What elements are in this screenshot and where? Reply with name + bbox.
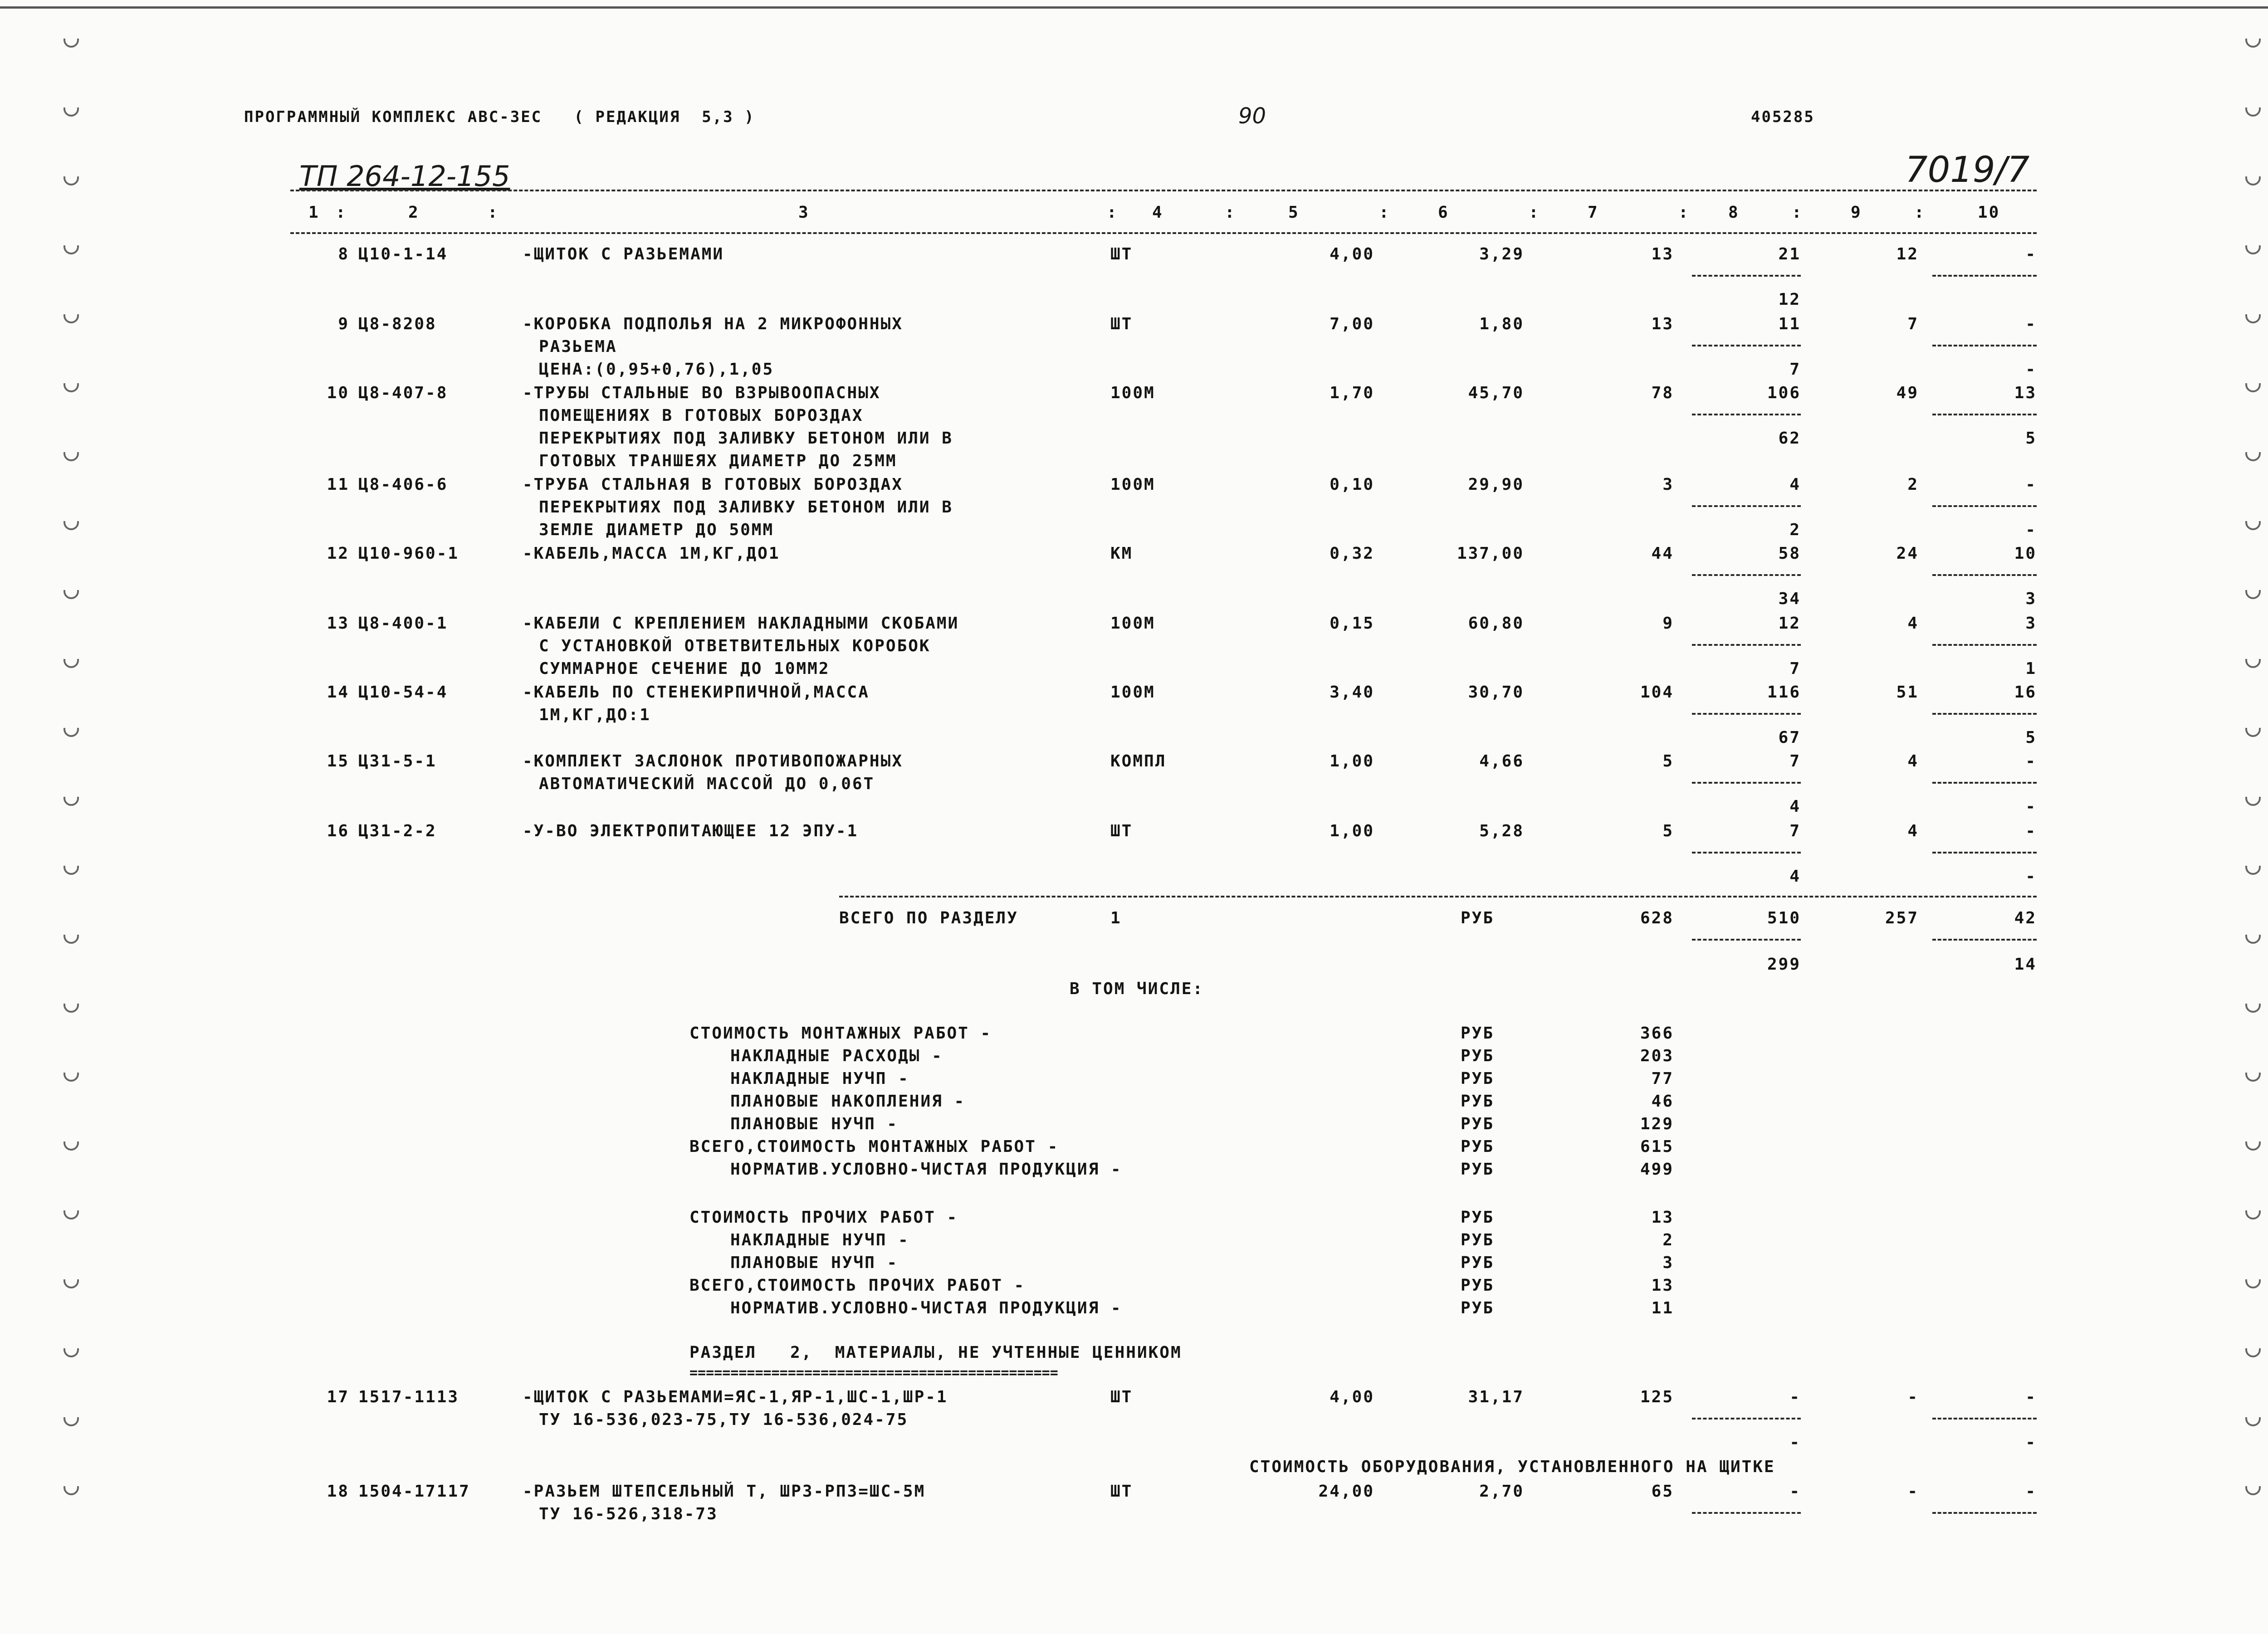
row-description: -ТРУБЫ СТАЛЬНЫЕ ВО ВЗРЫВООПАСНЫХ (523, 384, 881, 402)
row-unit: 100М (1110, 614, 1155, 633)
feed-hole-right (2245, 659, 2261, 668)
row-description: ПОМЕЩЕНИЯХ В ГОТОВЫХ БОРОЗДАХ (539, 406, 864, 425)
col10-split-rule (1932, 782, 2037, 784)
row-col8-b: 67 (1778, 728, 1801, 747)
feed-hole-left (64, 1279, 79, 1288)
summary-unit: РУБ (1461, 1024, 1495, 1043)
column-header-4: 4 (1152, 203, 1163, 222)
col8-split-rule (1692, 1512, 1801, 1514)
row-col8-b: - (1789, 1433, 1801, 1452)
feed-hole-right (2245, 1210, 2261, 1219)
col10-split-rule (1932, 574, 2037, 576)
total-unit: РУБ (1461, 909, 1495, 927)
column-separator: : (1678, 203, 1690, 222)
column-header-6: 6 (1438, 203, 1449, 222)
feed-hole-right (2245, 1073, 2261, 1082)
feed-hole-left (64, 797, 79, 806)
column-separator: : (1792, 203, 1803, 222)
row-col10: 13 (2014, 384, 2037, 402)
equipment-note: СТОИМОСТЬ ОБОРУДОВАНИЯ, УСТАНОВЛЕННОГО НА ЩИТКЕ (1249, 1458, 1775, 1476)
row-unit: ШТ (1110, 315, 1133, 333)
column-separator: : (1529, 203, 1540, 222)
summary-label: НАКЛАДНЫЕ НУЧП - (730, 1069, 909, 1088)
feed-hole-left (64, 866, 79, 875)
row-code: Ц8-400-1 (358, 614, 448, 633)
row-col7: 5 (1662, 752, 1674, 771)
total-col10-b: 14 (2014, 955, 2037, 974)
row-unit: КОМПЛ (1110, 752, 1167, 771)
row-description: -ЩИТОК С РАЗЬЕМАМИ (523, 245, 724, 263)
summary-unit: РУБ (1461, 1115, 1495, 1133)
summary-label: НАКЛАДНЫЕ НУЧП - (730, 1231, 909, 1249)
row-quantity: 0,15 (1330, 614, 1374, 633)
summary-unit: РУБ (1461, 1069, 1495, 1088)
column-header-1: 1 (308, 203, 320, 222)
column-header-10: 10 (1978, 203, 2000, 222)
row-quantity: 0,10 (1330, 475, 1374, 494)
row-col8-b: 2 (1789, 521, 1801, 539)
feed-hole-left (64, 935, 79, 944)
col10-split-rule (1932, 852, 2037, 854)
col8-split-rule (1692, 852, 1801, 854)
col8-split-rule (1692, 414, 1801, 415)
column-separator: : (488, 203, 499, 222)
summary-label: ПЛАНОВЫЕ НУЧП - (730, 1254, 899, 1272)
row-code: Ц8-406-6 (358, 475, 448, 494)
feed-hole-left (64, 728, 79, 737)
row-price: 5,28 (1479, 822, 1524, 840)
row-col7: 65 (1651, 1482, 1674, 1501)
row-description: ТУ 16-526,318-73 (539, 1505, 718, 1523)
row-col8: 21 (1778, 245, 1801, 263)
row-quantity: 3,40 (1330, 683, 1374, 702)
row-col8: - (1789, 1388, 1801, 1406)
feed-hole-right (2245, 935, 2261, 944)
row-col8: 4 (1789, 475, 1801, 494)
document-code: 405285 (1751, 108, 1815, 126)
header-rule-bottom (290, 232, 2037, 234)
row-number: 13 (327, 614, 349, 633)
section2-title: РАЗДЕЛ 2, МАТЕРИАЛЫ, НЕ УЧТЕННЫЕ ЦЕННИКОМ (689, 1343, 1182, 1362)
total-col8-b: 299 (1767, 955, 1801, 974)
row-col8-b: 12 (1778, 290, 1801, 309)
feed-hole-left (64, 452, 79, 461)
feed-hole-left (64, 1210, 79, 1219)
section2-underline: ============================================= (689, 1365, 1058, 1381)
summary-label: НОРМАТИВ.УСЛОВНО-ЧИСТАЯ ПРОДУКЦИЯ - (730, 1160, 1122, 1179)
col10-split-rule (1932, 644, 2037, 646)
sheet-number: 7019/7 (1905, 150, 2030, 190)
feed-hole-left (64, 1073, 79, 1082)
row-code: Ц31-2-2 (358, 822, 437, 840)
row-col10: - (2025, 1482, 2037, 1501)
column-header-9: 9 (1851, 203, 1862, 222)
total-col8-rule (1692, 939, 1801, 941)
summary-value: 77 (1651, 1069, 1674, 1088)
row-description: -КАБЕЛИ С КРЕПЛЕНИЕМ НАКЛАДНЫМИ СКОБАМИ (523, 614, 959, 633)
summary-value: 3 (1662, 1254, 1674, 1272)
row-col10-b: 5 (2025, 728, 2037, 747)
summary-value: 46 (1651, 1092, 1674, 1111)
row-quantity: 24,00 (1318, 1482, 1374, 1501)
row-code: 1517-1113 (358, 1388, 459, 1406)
col8-split-rule (1692, 713, 1801, 715)
feed-hole-right (2245, 1348, 2261, 1357)
row-col7: 3 (1662, 475, 1674, 494)
feed-hole-right (2245, 1279, 2261, 1288)
row-code: Ц10-54-4 (358, 683, 448, 702)
feed-hole-left (64, 383, 79, 392)
row-col7: 44 (1651, 544, 1674, 563)
row-col9: 4 (1907, 822, 1919, 840)
row-quantity: 1,00 (1330, 752, 1374, 771)
col8-split-rule (1692, 782, 1801, 784)
row-description: -КОМПЛЕКТ ЗАСЛОНОК ПРОТИВОПОЖАРНЫХ (523, 752, 903, 771)
feed-hole-right (2245, 314, 2261, 323)
summary-unit: РУБ (1461, 1231, 1495, 1249)
row-code: Ц10-960-1 (358, 544, 459, 563)
row-col9: 51 (1896, 683, 1919, 702)
feed-hole-left (64, 1348, 79, 1357)
tp-number: ТП 264-12-155 (299, 160, 510, 193)
summary-label: СТОИМОСТЬ ПРОЧИХ РАБОТ - (689, 1208, 958, 1227)
row-description: 1М,КГ,ДО:1 (539, 706, 651, 724)
row-code: Ц8-8208 (358, 315, 437, 333)
summary-label: ВСЕГО,СТОИМОСТЬ МОНТАЖНЫХ РАБОТ - (689, 1137, 1059, 1156)
row-number: 10 (327, 384, 349, 402)
total-col8: 510 (1767, 909, 1801, 927)
col10-split-rule (1932, 713, 2037, 715)
row-unit: ШТ (1110, 1482, 1133, 1501)
row-col8-b: 34 (1778, 590, 1801, 608)
in-that-heading: В ТОМ ЧИСЛЕ: (1070, 980, 1204, 998)
summary-value: 13 (1651, 1208, 1674, 1227)
col10-split-rule (1932, 275, 2037, 277)
row-col8: 106 (1767, 384, 1801, 402)
feed-hole-right (2245, 590, 2261, 599)
paper-top-edge (0, 6, 2268, 9)
feed-hole-left (64, 1004, 79, 1013)
feed-hole-right (2245, 107, 2261, 117)
row-price: 60,80 (1468, 614, 1524, 633)
row-col10: - (2025, 315, 2037, 333)
feed-hole-right (2245, 1486, 2261, 1495)
summary-value: 129 (1640, 1115, 1674, 1133)
row-col8: 58 (1778, 544, 1801, 563)
summary-value: 2 (1662, 1231, 1674, 1249)
summary-unit: РУБ (1461, 1092, 1495, 1111)
feed-hole-right (2245, 245, 2261, 254)
program-title: ПРОГРАММНЫЙ КОМПЛЕКС АВС-3ЕС ( РЕДАКЦИЯ 5,3 ) (244, 108, 755, 126)
row-col10: 10 (2014, 544, 2037, 563)
row-col10-b: 3 (2025, 590, 2037, 608)
feed-hole-right (2245, 176, 2261, 185)
feed-hole-right (2245, 39, 2261, 48)
col8-split-rule (1692, 505, 1801, 507)
row-price: 3,29 (1479, 245, 1524, 263)
summary-value: 499 (1640, 1160, 1674, 1179)
row-price: 31,17 (1468, 1388, 1524, 1406)
row-description: -У-ВО ЭЛЕКТРОПИТАЮЩЕЕ 12 ЭПУ-1 (523, 822, 859, 840)
row-col7: 9 (1662, 614, 1674, 633)
row-col10-b: - (2025, 1433, 2037, 1452)
total-col4: 1 (1110, 909, 1122, 927)
row-description: -ТРУБА СТАЛЬНАЯ В ГОТОВЫХ БОРОЗДАХ (523, 475, 903, 494)
summary-label: ВСЕГО,СТОИМОСТЬ ПРОЧИХ РАБОТ - (689, 1276, 1026, 1295)
row-description: ЗЕМЛЕ ДИАМЕТР ДО 50ММ (539, 521, 774, 539)
summary-unit: РУБ (1461, 1047, 1495, 1065)
row-col10: 3 (2025, 614, 2037, 633)
row-unit: ШТ (1110, 245, 1133, 263)
total-col7: 628 (1640, 909, 1674, 927)
summary-value: 615 (1640, 1137, 1674, 1156)
row-description: АВТОМАТИЧЕСКИЙ МАССОЙ ДО 0,06Т (539, 775, 875, 793)
row-description: ПЕРЕКРЫТИЯХ ПОД ЗАЛИВКУ БЕТОНОМ ИЛИ В (539, 498, 953, 517)
row-number: 12 (327, 544, 349, 563)
row-description: РАЗЬЕМА (539, 337, 617, 356)
row-code: Ц8-407-8 (358, 384, 448, 402)
column-separator: : (1379, 203, 1390, 222)
row-col9: 24 (1896, 544, 1919, 563)
row-quantity: 4,00 (1330, 245, 1374, 263)
summary-unit: РУБ (1461, 1299, 1495, 1317)
row-description: -КОРОБКА ПОДПОЛЬЯ НА 2 МИКРОФОННЫХ (523, 315, 903, 333)
row-col7: 125 (1640, 1388, 1674, 1406)
row-description: -ЩИТОК С РАЗЬЕМАМИ=ЯС-1,ЯР-1,ШС-1,ШР-1 (523, 1388, 948, 1406)
summary-unit: РУБ (1461, 1160, 1495, 1179)
total-label: ВСЕГО ПО РАЗДЕЛУ (839, 909, 1018, 927)
column-header-7: 7 (1588, 203, 1599, 222)
summary-label: НОРМАТИВ.УСЛОВНО-ЧИСТАЯ ПРОДУКЦИЯ - (730, 1299, 1122, 1317)
row-description: ПЕРЕКРЫТИЯХ ПОД ЗАЛИВКУ БЕТОНОМ ИЛИ В (539, 429, 953, 448)
row-description: -КАБЕЛЬ,МАССА 1М,КГ,ДО1 (523, 544, 780, 563)
row-unit: ШТ (1110, 1388, 1133, 1406)
row-quantity: 1,70 (1330, 384, 1374, 402)
col8-split-rule (1692, 275, 1801, 277)
row-price: 45,70 (1468, 384, 1524, 402)
row-col8-b: 4 (1789, 867, 1801, 886)
row-col8: 7 (1789, 822, 1801, 840)
summary-label: СТОИМОСТЬ МОНТАЖНЫХ РАБОТ - (689, 1024, 992, 1043)
row-description: ЦЕНА:(0,95+0,76),1,05 (539, 360, 774, 379)
header-rule-top (290, 190, 2037, 191)
row-unit: 100М (1110, 475, 1155, 494)
feed-hole-right (2245, 1417, 2261, 1426)
col8-split-rule (1692, 345, 1801, 346)
row-col10: - (2025, 245, 2037, 263)
col10-split-rule (1932, 1512, 2037, 1514)
feed-hole-right (2245, 1141, 2261, 1151)
feed-hole-left (64, 107, 79, 117)
row-number: 11 (327, 475, 349, 494)
col10-split-rule (1932, 505, 2037, 507)
row-col10-b: - (2025, 360, 2037, 379)
feed-hole-left (64, 521, 79, 530)
row-number: 18 (327, 1482, 349, 1501)
row-unit: 100М (1110, 683, 1155, 702)
row-col9: - (1907, 1482, 1919, 1501)
col10-split-rule (1932, 414, 2037, 415)
summary-value: 11 (1651, 1299, 1674, 1317)
row-unit: ШТ (1110, 822, 1133, 840)
row-col10-b: 5 (2025, 429, 2037, 448)
summary-unit: РУБ (1461, 1137, 1495, 1156)
row-price: 1,80 (1479, 315, 1524, 333)
row-col10: - (2025, 1388, 2037, 1406)
row-description: С УСТАНОВКОЙ ОТВЕТВИТЕЛЬНЫХ КОРОБОК (539, 637, 931, 655)
summary-unit: РУБ (1461, 1208, 1495, 1227)
feed-hole-right (2245, 521, 2261, 530)
row-col9: 4 (1907, 614, 1919, 633)
row-col8: 7 (1789, 752, 1801, 771)
feed-hole-left (64, 659, 79, 668)
total-col9: 257 (1885, 909, 1919, 927)
feed-hole-right (2245, 452, 2261, 461)
row-col10: - (2025, 475, 2037, 494)
column-separator: : (336, 203, 347, 222)
feed-hole-left (64, 245, 79, 254)
row-col8: - (1789, 1482, 1801, 1501)
row-col9: 7 (1907, 315, 1919, 333)
row-col8-b: 7 (1789, 360, 1801, 379)
row-quantity: 1,00 (1330, 822, 1374, 840)
feed-hole-right (2245, 1004, 2261, 1013)
row-col9: 4 (1907, 752, 1919, 771)
row-col8-b: 4 (1789, 797, 1801, 816)
row-col10-b: - (2025, 521, 2037, 539)
row-unit: 100М (1110, 384, 1155, 402)
column-separator: : (1107, 203, 1118, 222)
row-number: 16 (327, 822, 349, 840)
row-col8: 12 (1778, 614, 1801, 633)
feed-hole-right (2245, 797, 2261, 806)
row-unit: КМ (1110, 544, 1133, 563)
row-col8-b: 62 (1778, 429, 1801, 448)
feed-hole-left (64, 1417, 79, 1426)
row-number: 17 (327, 1388, 349, 1406)
feed-hole-left (64, 1141, 79, 1151)
feed-hole-left (64, 176, 79, 185)
col8-split-rule (1692, 574, 1801, 576)
row-description: ГОТОВЫХ ТРАНШЕЯХ ДИАМЕТР ДО 25ММ (539, 452, 897, 470)
page-number: 90 (1238, 103, 1266, 129)
row-number: 15 (327, 752, 349, 771)
row-col7: 5 (1662, 822, 1674, 840)
row-code: 1504-17117 (358, 1482, 470, 1501)
row-quantity: 7,00 (1330, 315, 1374, 333)
row-description: ТУ 16-536,023-75,ТУ 16-536,024-75 (539, 1410, 909, 1429)
row-col10-b: 1 (2025, 659, 2037, 678)
summary-unit: РУБ (1461, 1276, 1495, 1295)
column-separator: : (1225, 203, 1236, 222)
row-description: -РАЗЬЕМ ШТЕПСЕЛЬНЫЙ Т, ШРЗ-РПЗ=ШС-5М (523, 1482, 926, 1501)
row-code: Ц31-5-1 (358, 752, 437, 771)
col8-split-rule (1692, 644, 1801, 646)
column-header-2: 2 (408, 203, 420, 222)
row-col7: 13 (1651, 315, 1674, 333)
row-col9: 49 (1896, 384, 1919, 402)
summary-label: НАКЛАДНЫЕ РАСХОДЫ - (730, 1047, 943, 1065)
summary-unit: РУБ (1461, 1254, 1495, 1272)
summary-value: 366 (1640, 1024, 1674, 1043)
feed-hole-left (64, 1486, 79, 1495)
row-code: Ц10-1-14 (358, 245, 448, 263)
row-col8: 116 (1767, 683, 1801, 702)
row-quantity: 4,00 (1330, 1388, 1374, 1406)
summary-label: ПЛАНОВЫЕ НАКОПЛЕНИЯ - (730, 1092, 966, 1111)
row-number: 8 (338, 245, 349, 263)
summary-label: ПЛАНОВЫЕ НУЧП - (730, 1115, 899, 1133)
row-number: 14 (327, 683, 349, 702)
feed-hole-right (2245, 383, 2261, 392)
row-price: 2,70 (1479, 1482, 1524, 1501)
row-col9: - (1907, 1388, 1919, 1406)
row-col7: 78 (1651, 384, 1674, 402)
col10-split-rule (1932, 345, 2037, 346)
feed-hole-right (2245, 866, 2261, 875)
col8-split-rule (1692, 1418, 1801, 1419)
feed-hole-right (2245, 728, 2261, 737)
row-price: 137,00 (1457, 544, 1524, 563)
row-col9: 12 (1896, 245, 1919, 263)
row-col10: - (2025, 822, 2037, 840)
feed-hole-left (64, 590, 79, 599)
feed-hole-left (64, 314, 79, 323)
row-description: СУММАРНОЕ СЕЧЕНИЕ ДО 10ММ2 (539, 659, 830, 678)
row-price: 29,90 (1468, 475, 1524, 494)
row-col9: 2 (1907, 475, 1919, 494)
row-price: 4,66 (1479, 752, 1524, 771)
column-header-8: 8 (1728, 203, 1740, 222)
total-col10-rule (1932, 939, 2037, 941)
column-header-3: 3 (798, 203, 810, 222)
row-price: 30,70 (1468, 683, 1524, 702)
total-rule (839, 896, 2037, 897)
col10-split-rule (1932, 1418, 2037, 1419)
row-col8-b: 7 (1789, 659, 1801, 678)
row-quantity: 0,32 (1330, 544, 1374, 563)
total-col10: 42 (2014, 909, 2037, 927)
row-col10-b: - (2025, 867, 2037, 886)
column-separator: : (1914, 203, 1926, 222)
row-col10: - (2025, 752, 2037, 771)
row-col7: 104 (1640, 683, 1674, 702)
row-description: -КАБЕЛЬ ПО СТЕНЕКИРПИЧНОЙ,МАССА (523, 683, 870, 702)
row-col8: 11 (1778, 315, 1801, 333)
row-col7: 13 (1651, 245, 1674, 263)
summary-value: 203 (1640, 1047, 1674, 1065)
feed-hole-left (64, 39, 79, 48)
row-col10: 16 (2014, 683, 2037, 702)
row-col10-b: - (2025, 797, 2037, 816)
summary-value: 13 (1651, 1276, 1674, 1295)
column-header-5: 5 (1288, 203, 1300, 222)
row-number: 9 (338, 315, 349, 333)
